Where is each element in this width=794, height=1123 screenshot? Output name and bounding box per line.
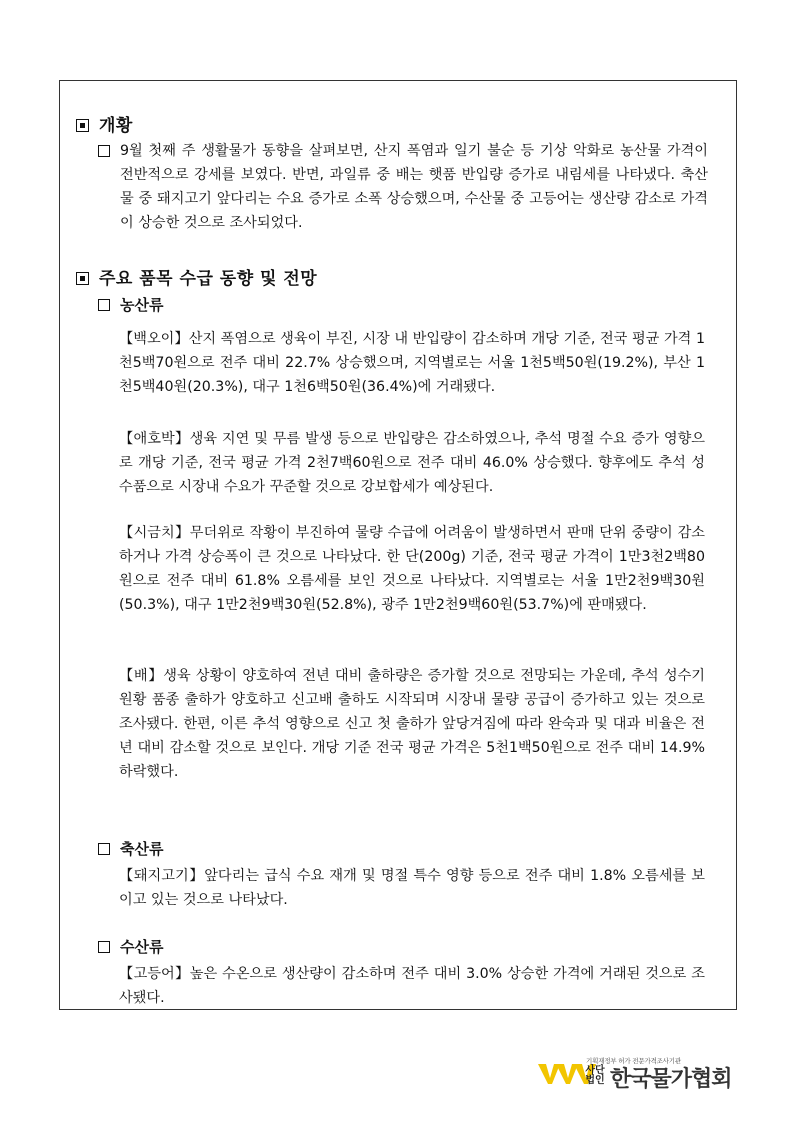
overview-text: 9월 첫째 주 생활물가 동향을 살펴보면, 산지 폭염과 일기 불순 등 기상 악화로 농산물 가격이 전반적으로 강세를 보였다. 반면, 과일류 중 배는 햇품 반입량 증가로 내림세를 나타냈다. 축산물 중 돼지고기 앞다리는 수요 증가로 소폭 상승했으며, 수산물 중 고등어는 생산량 감소로 가격이 상승한 것으로 조사되었다. [120,143,708,231]
filled-square-icon [76,119,89,132]
content-frame [59,80,737,1010]
checkbox-square-icon [98,941,110,953]
kpa-logo [538,1055,738,1091]
item-zucchini: 【애호박】생육 지연 및 무름 발생 등으로 반입량은 감소하였으나, 추석 명절 수요 증가 영향으로 개당 기준, 전국 평균 가격 2천7백60원으로 전주 대비 46.0% 상승했다. 향후에도 추석 성수품으로 시장내 수요가 꾸준할 것으로 강보합세가 예상된다. [119,431,705,495]
checkbox-square-icon [98,299,110,311]
item-spinach: 【시금치】무더위로 작황이 부진하여 물량 수급에 어려움이 발생하면서 판매 단위 중량이 감소하거나 가격 상승폭이 큰 것으로 나타났다. 한 단(200g) 기준, 전국 평균 가격이 1만3천2백80원으로 전주 대비 61.8% 오름세를 보인 것으로 나타났다. 지역별로는 서울 1만2천9백30원(50.3%), 대구 1만2천9백30원(52.8%), 광주 1만2천9백60원(53.7%)에 판매됐다. [119,525,705,613]
item-mackerel: 【고등어】높은 수온으로 생산량이 감소하며 전주 대비 3.0% 상승한 가격에 거래된 것으로 조사됐다. [119,966,705,1006]
seafood-heading: 수산류 [98,936,163,957]
logo-tagline: 기획재정부 허가 전문가격조사기관 [586,1057,681,1065]
livestock-heading: 축산류 [98,838,163,859]
item-pear: 【배】생육 상황이 양호하여 전년 대비 출하량은 증가할 것으로 전망되는 가운데, 추석 성수기 원황 품종 출하가 양호하고 신고배 출하도 시작되며 시장내 물량 공급이 증가하고 있는 것으로 조사됐다. 한편, 이른 추석 영향으로 신고 첫 출하가 앞당겨짐에 따라 완숙과 및 대과 비율은 전년 대비 감소할 것으로 보인다. 개당 기준 전국 평균 가격은 5천1백50원으로 전주 대비 14.9% 하락했다. [119,668,705,780]
overview-block [98,139,708,235]
item-cucumber: 【백오이】산지 폭염으로 생육이 부진, 시장 내 반입량이 감소하며 개당 기준, 전국 평균 가격 1천5백70원으로 전주 대비 22.7% 상승했으며, 지역별로는 서울 1천5백50원(19.2%), 부산 1천5백40원(20.3%), 대구 1천6백50원(36.4%)에 거래됐다. [119,331,705,395]
filled-square-icon [76,272,89,285]
overview-heading: 개황 [76,111,133,136]
logo-org-name: 한국물가협회 [610,1067,732,1092]
agri-heading: 농산류 [98,294,163,315]
main-items-heading: 주요 품목 수급 동향 및 전망 [76,264,317,289]
checkbox-square-icon [98,145,110,157]
item-pork: 【돼지고기】앞다리는 급식 수요 재개 및 명절 특수 영향 등으로 전주 대비 1.8% 오름세를 보이고 있는 것으로 나타났다. [119,868,705,908]
logo-corp-type: 사단법인 [585,1065,605,1086]
checkbox-square-icon [98,843,110,855]
